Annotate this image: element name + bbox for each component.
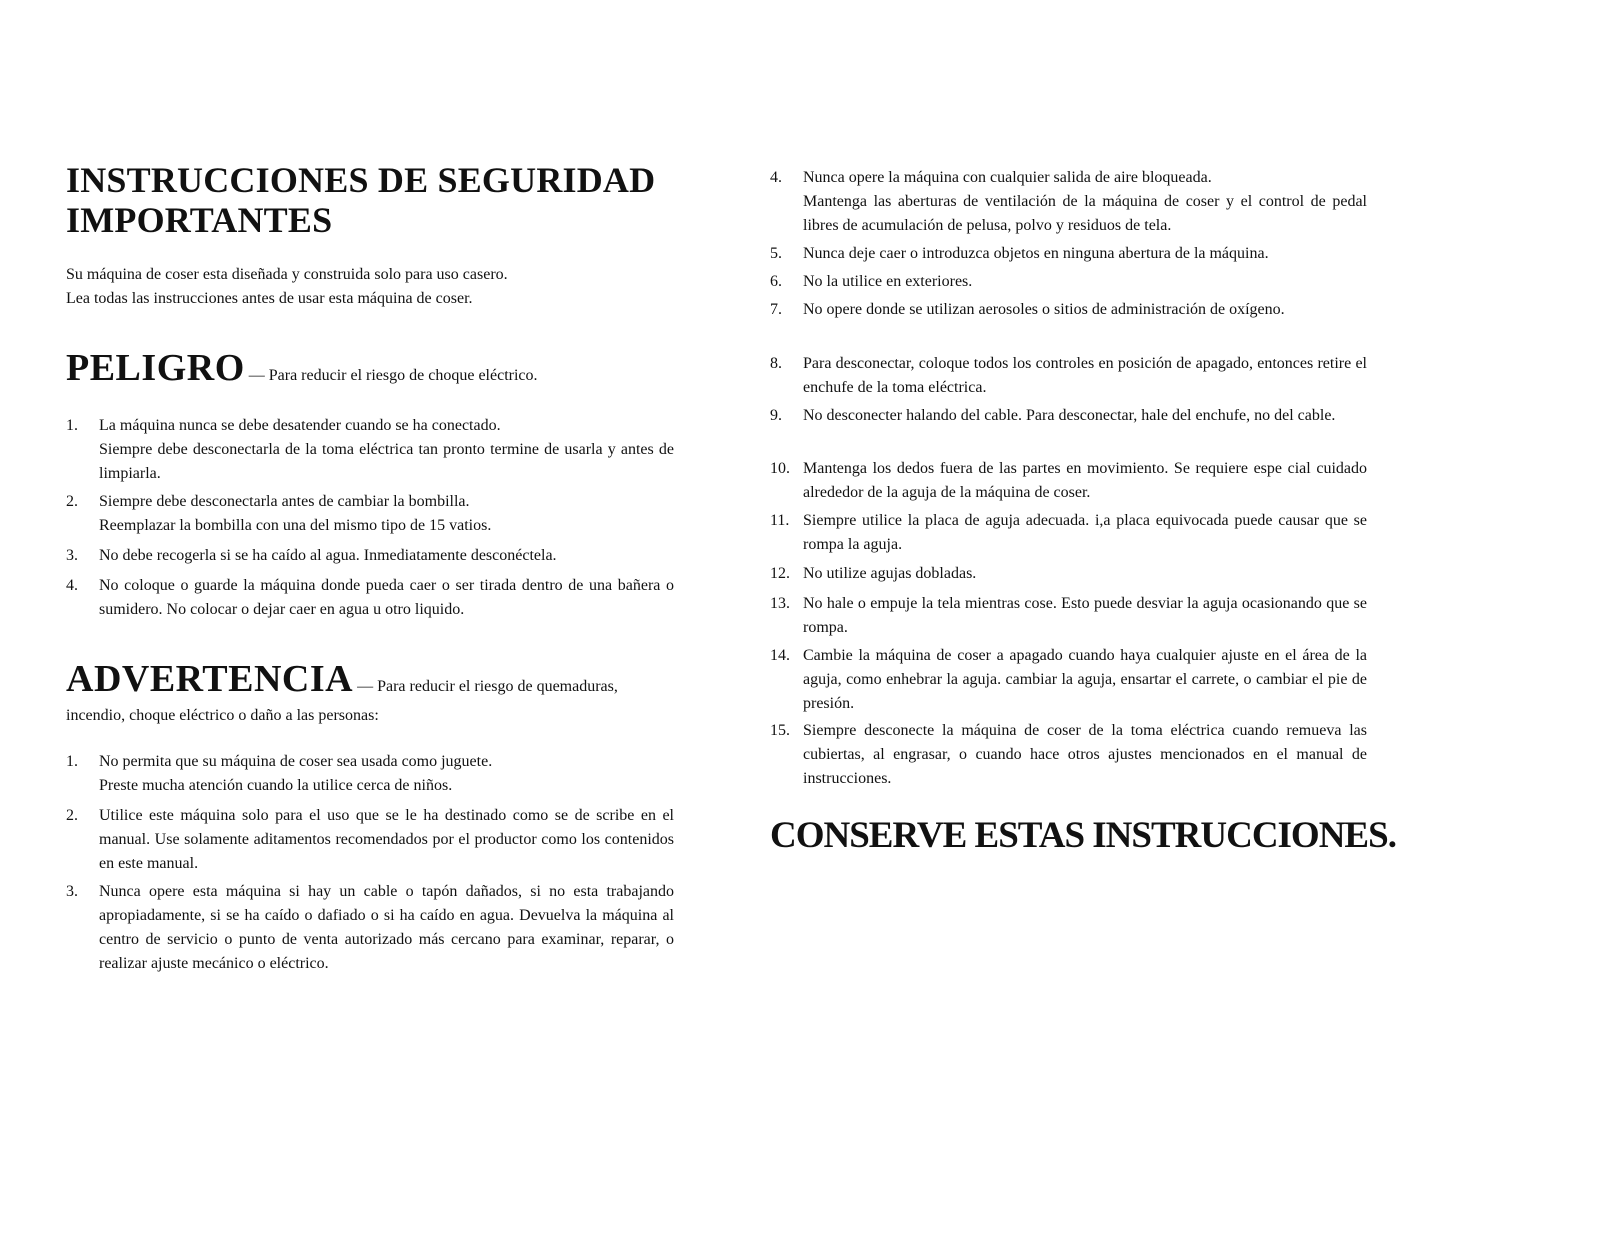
item-text bbox=[803, 166, 1367, 238]
item-number: 15. bbox=[770, 722, 790, 739]
item-line: Preste mucha atención cuando la utilice cerca de niños. bbox=[99, 777, 453, 794]
item-line: Siempre desconecte la máquina de coser de la toma eléctrica cuando remueva las cubiertas, al engrasar, o cuando hace otros ajustes mencionados en el manual de instrucciones. bbox=[803, 722, 1367, 787]
item-text bbox=[99, 544, 674, 568]
item-line: Siempre debe desconectarla antes de cambiar la bombilla. bbox=[99, 493, 470, 510]
item-line: No la utilice en exteriores. bbox=[803, 273, 973, 290]
list-item bbox=[770, 270, 1367, 294]
item-line: Nunca opere esta máquina si hay un cable o tapón dañados, si no esta trabajando apropiadamente, si se ha caído o dafiado o si ha caído en agua. Devuelva la máquina al centro de servicio o punto de venta autorizado más cercano para examinar, reparar, o realizar ajuste mecánico o eléctrico. bbox=[99, 883, 674, 972]
list-item bbox=[66, 544, 674, 568]
list-item bbox=[770, 352, 1367, 400]
item-text bbox=[99, 414, 674, 486]
item-text bbox=[99, 490, 674, 538]
item-text bbox=[99, 804, 674, 876]
item-number: 9. bbox=[770, 407, 782, 424]
item-line: No opere donde se utilizan aerosoles o sitios de administración de oxígeno. bbox=[803, 301, 1285, 318]
item-text bbox=[99, 880, 674, 976]
peligro-title: PELIGRO bbox=[66, 347, 245, 389]
item-line: Reemplazar la bombilla con una del mismo tipo de 15 vatios. bbox=[99, 517, 492, 534]
page-title bbox=[66, 160, 706, 240]
item-text bbox=[803, 352, 1367, 400]
list-item bbox=[66, 804, 674, 876]
list-item bbox=[770, 242, 1367, 266]
list-item bbox=[770, 457, 1367, 505]
list-item bbox=[770, 298, 1367, 322]
item-number: 2. bbox=[66, 493, 78, 510]
item-text bbox=[803, 457, 1367, 505]
item-text bbox=[803, 509, 1367, 557]
item-text bbox=[803, 562, 1367, 586]
item-number: 4. bbox=[66, 577, 78, 594]
item-number: 12. bbox=[770, 565, 790, 582]
item-number: 2. bbox=[66, 807, 78, 824]
item-line: Mantenga los dedos fuera de las partes en movimiento. Se requiere espe cial cuidado alrededor de la aguja de la máquina de coser. bbox=[803, 460, 1367, 501]
item-number: 10. bbox=[770, 460, 790, 477]
item-line: Siempre debe desconectarla de la toma eléctrica tan pronto termine de usarla y antes de limpiarla. bbox=[99, 441, 674, 482]
list-item bbox=[770, 644, 1367, 716]
conserve-heading: CONSERVE ESTAS INSTRUCCIONES. bbox=[770, 815, 1396, 856]
item-line: La máquina nunca se debe desatender cuando se ha conectado. bbox=[99, 417, 501, 434]
item-line: Para desconectar, coloque todos los controles en posición de apagado, entonces retire el enchufe de la toma eléctrica. bbox=[803, 355, 1367, 396]
item-number: 6. bbox=[770, 273, 782, 290]
item-number: 1. bbox=[66, 753, 78, 770]
item-text bbox=[803, 644, 1367, 716]
item-line: No utilize agujas dobladas. bbox=[803, 565, 977, 582]
item-number: 3. bbox=[66, 883, 78, 900]
intro-line-2: Lea todas las instrucciones antes de usar esta máquina de coser. bbox=[66, 290, 473, 307]
item-line: Mantenga las aberturas de ventilación de la máquina de coser y el control de pedal libres de acumulación de pelusa, polvo y residuos de tela. bbox=[803, 193, 1367, 234]
item-line: Nunca opere la máquina con cualquier salida de aire bloqueada. bbox=[803, 169, 1212, 186]
item-line: Cambie la máquina de coser a apagado cuando haya cualquier ajuste en el área de la aguja, como enhebrar la aguja. cambiar la aguja, ensartar el carrete, o cambiar el pie de presión. bbox=[803, 647, 1367, 712]
item-text bbox=[99, 574, 674, 622]
item-line: No coloque o guarde la máquina donde pueda caer o ser tirada dentro de una bañera o sumidero. No colocar o dejar caer en agua u otro liquido. bbox=[99, 577, 674, 618]
item-number: 13. bbox=[770, 595, 790, 612]
list-item bbox=[770, 592, 1367, 640]
item-number: 4. bbox=[770, 169, 782, 186]
item-line: No debe recogerla si se ha caído al agua. Inmediatamente desconéctela. bbox=[99, 547, 557, 564]
advertencia-heading bbox=[66, 657, 706, 701]
item-text bbox=[803, 404, 1367, 428]
item-line: No permita que su máquina de coser sea usada como juguete. bbox=[99, 753, 493, 770]
item-line: Nunca deje caer o introduzca objetos en ninguna abertura de la máquina. bbox=[803, 245, 1269, 262]
advertencia-title: ADVERTENCIA bbox=[66, 658, 354, 700]
list-item bbox=[66, 414, 674, 486]
item-text bbox=[803, 298, 1367, 322]
item-number: 5. bbox=[770, 245, 782, 262]
list-item bbox=[66, 880, 674, 976]
item-line: Siempre utilice la placa de aguja adecuada. i,a placa equivocada puede causar que se rompa la aguja. bbox=[803, 512, 1367, 553]
peligro-subtitle: — Para reducir el riesgo de choque eléctrico. bbox=[244, 367, 538, 384]
item-number: 7. bbox=[770, 301, 782, 318]
list-item bbox=[66, 574, 674, 622]
intro-line-1: Su máquina de coser esta diseñada y construida solo para uso casero. bbox=[66, 266, 508, 283]
item-line: No desconecter halando del cable. Para desconectar, hale del enchufe, no del cable. bbox=[803, 407, 1336, 424]
list-item bbox=[66, 750, 674, 798]
item-text bbox=[803, 242, 1367, 266]
title-line-2: IMPORTANTES bbox=[66, 200, 333, 240]
intro-text bbox=[66, 263, 686, 311]
item-number: 3. bbox=[66, 547, 78, 564]
item-text bbox=[803, 270, 1367, 294]
item-text bbox=[99, 750, 674, 798]
item-number: 14. bbox=[770, 647, 790, 664]
list-item bbox=[66, 490, 674, 538]
peligro-heading bbox=[66, 346, 706, 390]
list-item bbox=[770, 562, 1367, 586]
list-item bbox=[770, 719, 1367, 791]
item-number: 1. bbox=[66, 417, 78, 434]
item-text bbox=[803, 592, 1367, 640]
item-number: 11. bbox=[770, 512, 790, 529]
list-item bbox=[770, 404, 1367, 428]
title-line-1: INSTRUCCIONES DE SEGURIDAD bbox=[66, 160, 656, 200]
list-item bbox=[770, 166, 1367, 238]
item-number: 8. bbox=[770, 355, 782, 372]
list-item bbox=[770, 509, 1367, 557]
item-text bbox=[803, 719, 1367, 791]
item-line: Utilice este máquina solo para el uso que se le ha destinado como se de scribe en el manual. Use solamente aditamentos recomendados por el productor como los contenidos en este manual. bbox=[99, 807, 674, 872]
advertencia-subtitle: — Para reducir el riesgo de quemaduras, bbox=[353, 678, 618, 695]
advertencia-continuation: incendio, choque eléctrico o daño a las personas: bbox=[66, 707, 379, 724]
item-line: No hale o empuje la tela mientras cose. Esto puede desviar la aguja ocasionando que se rompa. bbox=[803, 595, 1367, 636]
